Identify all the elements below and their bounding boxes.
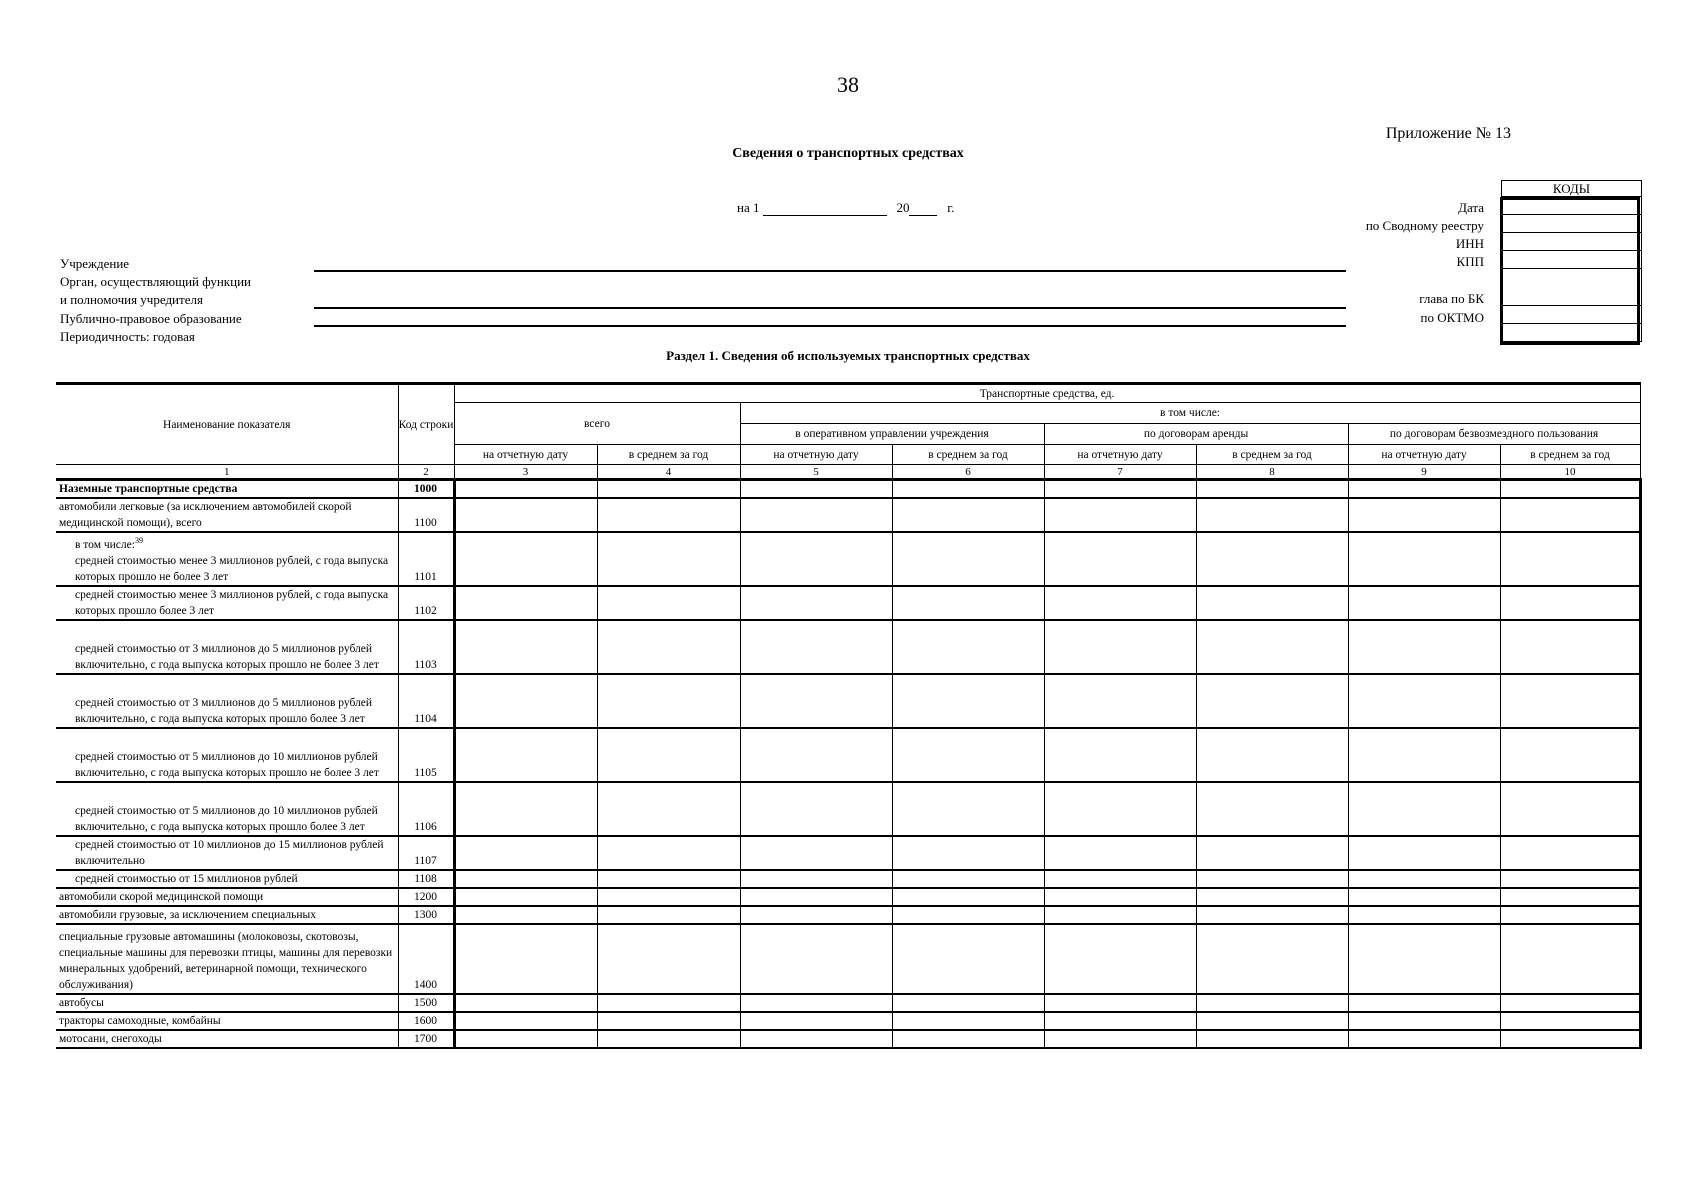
value-cell[interactable] bbox=[892, 906, 1044, 924]
value-cell[interactable] bbox=[1500, 674, 1640, 728]
row-code: 1600 bbox=[398, 1012, 454, 1030]
value-cell[interactable] bbox=[597, 586, 740, 620]
label-public-entity: Публично-правовое образование bbox=[60, 311, 242, 326]
value-cell[interactable] bbox=[1044, 836, 1196, 870]
table-row bbox=[56, 1030, 1640, 1048]
value-cell[interactable] bbox=[1196, 836, 1348, 870]
founder-field[interactable] bbox=[314, 307, 1346, 309]
value-cell[interactable] bbox=[1044, 888, 1196, 906]
value-cell[interactable] bbox=[1500, 1012, 1640, 1030]
value-cell[interactable] bbox=[1196, 888, 1348, 906]
public-entity-field[interactable] bbox=[314, 325, 1346, 327]
value-cell[interactable] bbox=[740, 836, 892, 870]
row-code: 1108 bbox=[398, 870, 454, 888]
row-name bbox=[56, 586, 398, 620]
value-cell[interactable] bbox=[1500, 532, 1640, 586]
value-cell[interactable] bbox=[1196, 674, 1348, 728]
row-code: 1104 bbox=[398, 674, 454, 728]
code-field-kpp[interactable] bbox=[1502, 251, 1642, 269]
header-including: в том числе: bbox=[740, 403, 1640, 424]
row-name bbox=[56, 870, 398, 888]
value-cell[interactable] bbox=[597, 498, 740, 532]
row-code: 1103 bbox=[398, 620, 454, 674]
table-body bbox=[56, 480, 1640, 1049]
appendix-label: Приложение № 13 bbox=[1385, 125, 1511, 142]
value-cell[interactable] bbox=[597, 906, 740, 924]
row-name bbox=[56, 906, 398, 924]
table-row bbox=[56, 480, 1640, 499]
value-cell[interactable] bbox=[1044, 870, 1196, 888]
row-name bbox=[56, 888, 398, 906]
value-cell[interactable] bbox=[454, 728, 597, 782]
row-name-text: автомобили грузовые, за исключением специальных bbox=[59, 909, 316, 921]
value-cell[interactable] bbox=[740, 532, 892, 586]
row-name-text: автомобили легковые (за исключением автомобилей скорой медицинской помощи), всего bbox=[59, 501, 352, 529]
value-cell[interactable] bbox=[892, 728, 1044, 782]
row-name-text: специальные грузовые автомашины (молоковозы, скотовозы, специальные машины для перевозки птицы, машины для перевозки минеральных удобрений, ветеринарной помощи, технического обслуживания) bbox=[59, 931, 393, 991]
value-cell[interactable] bbox=[597, 870, 740, 888]
value-cell[interactable] bbox=[454, 782, 597, 836]
header-operational: в оперативном управлении учреждения bbox=[740, 424, 1044, 445]
label-institution: Учреждение bbox=[60, 256, 130, 271]
value-cell[interactable] bbox=[1500, 498, 1640, 532]
value-cell[interactable] bbox=[1348, 782, 1500, 836]
row-name bbox=[56, 480, 398, 499]
value-cell[interactable] bbox=[1500, 782, 1640, 836]
value-cell[interactable] bbox=[892, 924, 1044, 994]
header-gratuitous: по договорам безвозмездного пользования bbox=[1348, 424, 1640, 445]
value-cell[interactable] bbox=[1500, 1030, 1640, 1048]
value-cell[interactable] bbox=[1044, 674, 1196, 728]
value-cell[interactable] bbox=[892, 620, 1044, 674]
header-avg-year: в среднем за год bbox=[597, 445, 740, 465]
value-cell[interactable] bbox=[1044, 1030, 1196, 1048]
row-code: 1400 bbox=[398, 924, 454, 994]
code-field-bk-chapter[interactable] bbox=[1502, 269, 1642, 306]
value-cell[interactable] bbox=[1348, 1012, 1500, 1030]
value-cell[interactable] bbox=[1044, 1012, 1196, 1030]
codes-table bbox=[1501, 180, 1642, 342]
value-cell[interactable] bbox=[892, 480, 1044, 499]
row-name bbox=[56, 924, 398, 994]
column-number: 9 bbox=[1348, 465, 1500, 480]
value-cell[interactable] bbox=[1348, 870, 1500, 888]
row-name bbox=[56, 532, 398, 586]
value-cell[interactable] bbox=[1500, 924, 1640, 994]
column-number: 2 bbox=[398, 465, 454, 480]
value-cell[interactable] bbox=[892, 1030, 1044, 1048]
column-number: 8 bbox=[1196, 465, 1348, 480]
row-code: 1102 bbox=[398, 586, 454, 620]
header-lease: по договорам аренды bbox=[1044, 424, 1348, 445]
table-row bbox=[56, 924, 1640, 994]
value-cell[interactable] bbox=[1348, 906, 1500, 924]
code-field-registry[interactable] bbox=[1502, 215, 1642, 233]
value-cell[interactable] bbox=[1500, 728, 1640, 782]
column-number: 3 bbox=[454, 465, 597, 480]
row-name-text: мотосани, снегоходы bbox=[59, 1033, 162, 1045]
value-cell[interactable] bbox=[892, 888, 1044, 906]
codes-header: КОДЫ bbox=[1502, 181, 1642, 197]
value-cell[interactable] bbox=[1348, 532, 1500, 586]
header-on-date: на отчетную дату bbox=[454, 445, 597, 465]
row-name-text: средней стоимостью менее 3 миллионов рублей, с года выпуска которых прошло не более 3 лет bbox=[75, 555, 389, 583]
column-numbers-row bbox=[56, 465, 1640, 480]
code-field-inn[interactable] bbox=[1502, 233, 1642, 251]
page-number: 38 bbox=[837, 72, 859, 97]
value-cell[interactable] bbox=[740, 994, 892, 1012]
header-avg-year: в среднем за год bbox=[1196, 445, 1348, 465]
value-cell[interactable] bbox=[1500, 836, 1640, 870]
header-total: всего bbox=[454, 403, 740, 445]
code-field-date[interactable] bbox=[1502, 197, 1642, 215]
value-cell[interactable] bbox=[1044, 480, 1196, 499]
value-cell[interactable] bbox=[454, 498, 597, 532]
table-row bbox=[56, 620, 1640, 674]
value-cell[interactable] bbox=[1044, 994, 1196, 1012]
row-name bbox=[56, 728, 398, 782]
date-year-field[interactable] bbox=[909, 201, 937, 216]
value-cell[interactable] bbox=[740, 728, 892, 782]
label-kpp: КПП bbox=[1456, 254, 1484, 269]
value-cell[interactable] bbox=[1196, 1012, 1348, 1030]
label-founder-2: и полномочия учредителя bbox=[60, 292, 203, 307]
row-code: 1106 bbox=[398, 782, 454, 836]
value-cell[interactable] bbox=[454, 906, 597, 924]
row-name-text: средней стоимостью от 10 миллионов до 15 миллионов рублей включительно bbox=[75, 839, 384, 867]
value-cell[interactable] bbox=[740, 480, 892, 499]
date-suffix: г. bbox=[947, 200, 955, 215]
value-cell[interactable] bbox=[597, 532, 740, 586]
value-cell[interactable] bbox=[1348, 620, 1500, 674]
header-avg-year: в среднем за год bbox=[892, 445, 1044, 465]
date-year-prefix: 20 bbox=[896, 200, 910, 215]
value-cell[interactable] bbox=[1500, 480, 1640, 499]
column-number: 4 bbox=[597, 465, 740, 480]
row-code: 1500 bbox=[398, 994, 454, 1012]
column-number: 7 bbox=[1044, 465, 1196, 480]
row-name-text: средней стоимостью от 5 миллионов до 10 миллионов рублей включительно, с года выпуска которых прошло не более 3 лет bbox=[75, 751, 379, 779]
column-number: 5 bbox=[740, 465, 892, 480]
row-code: 1105 bbox=[398, 728, 454, 782]
header-code: Код строки bbox=[398, 384, 454, 465]
value-cell[interactable] bbox=[892, 994, 1044, 1012]
row-name bbox=[56, 674, 398, 728]
value-cell[interactable] bbox=[1196, 782, 1348, 836]
value-cell[interactable] bbox=[740, 888, 892, 906]
row-name-text: средней стоимостью от 3 миллионов до 5 миллионов рублей включительно, с года выпуска которых прошло более 3 лет bbox=[75, 697, 373, 725]
value-cell[interactable] bbox=[1500, 888, 1640, 906]
value-cell[interactable] bbox=[892, 836, 1044, 870]
value-cell[interactable] bbox=[740, 674, 892, 728]
value-cell[interactable] bbox=[1196, 994, 1348, 1012]
column-number: 6 bbox=[892, 465, 1044, 480]
value-cell[interactable] bbox=[1044, 620, 1196, 674]
header-avg-year: в среднем за год bbox=[1500, 445, 1640, 465]
header-name: Наименование показателя bbox=[56, 384, 398, 465]
value-cell[interactable] bbox=[892, 586, 1044, 620]
footnote-ref: 39 bbox=[134, 536, 143, 546]
column-number: 10 bbox=[1500, 465, 1640, 480]
value-cell[interactable] bbox=[740, 1012, 892, 1030]
row-name bbox=[56, 782, 398, 836]
code-field-periodicity[interactable] bbox=[1502, 324, 1642, 342]
value-cell[interactable] bbox=[597, 674, 740, 728]
value-cell[interactable] bbox=[454, 836, 597, 870]
row-prefix: в том числе: bbox=[75, 539, 135, 551]
row-name-text: тракторы самоходные, комбайны bbox=[59, 1015, 221, 1027]
row-name bbox=[56, 994, 398, 1012]
value-cell[interactable] bbox=[1500, 906, 1640, 924]
row-code: 1300 bbox=[398, 906, 454, 924]
value-cell[interactable] bbox=[1044, 782, 1196, 836]
value-cell[interactable] bbox=[454, 674, 597, 728]
value-cell[interactable] bbox=[454, 532, 597, 586]
value-cell[interactable] bbox=[1500, 620, 1640, 674]
value-cell[interactable] bbox=[740, 620, 892, 674]
value-cell[interactable] bbox=[597, 924, 740, 994]
value-cell[interactable] bbox=[1348, 498, 1500, 532]
row-code: 1000 bbox=[398, 480, 454, 499]
value-cell[interactable] bbox=[1348, 480, 1500, 499]
value-cell[interactable] bbox=[597, 1030, 740, 1048]
table-row bbox=[56, 498, 1640, 532]
value-cell[interactable] bbox=[1196, 870, 1348, 888]
date-prefix: на 1 bbox=[737, 200, 760, 215]
row-name-text: средней стоимостью от 5 миллионов до 10 миллионов рублей включительно, с года выпуска которых прошло более 3 лет bbox=[75, 805, 378, 833]
header-on-date: на отчетную дату bbox=[740, 445, 892, 465]
value-cell[interactable] bbox=[1196, 532, 1348, 586]
label-inn: ИНН bbox=[1455, 236, 1484, 251]
value-cell[interactable] bbox=[1044, 532, 1196, 586]
value-cell[interactable] bbox=[597, 782, 740, 836]
row-name-text: автобусы bbox=[59, 997, 104, 1009]
value-cell[interactable] bbox=[597, 888, 740, 906]
header-on-date: на отчетную дату bbox=[1044, 445, 1196, 465]
value-cell[interactable] bbox=[1196, 620, 1348, 674]
table-row bbox=[56, 1012, 1640, 1030]
header-vehicles: Транспортные средства, ед. bbox=[454, 384, 1640, 403]
label-date: Дата bbox=[1458, 200, 1484, 215]
value-cell[interactable] bbox=[454, 480, 597, 499]
value-cell[interactable] bbox=[1044, 906, 1196, 924]
value-cell[interactable] bbox=[1196, 924, 1348, 994]
row-name bbox=[56, 836, 398, 870]
table-row bbox=[56, 782, 1640, 836]
table-row bbox=[56, 870, 1640, 888]
value-cell[interactable] bbox=[597, 728, 740, 782]
row-code: 1200 bbox=[398, 888, 454, 906]
table-row bbox=[56, 888, 1640, 906]
row-code: 1107 bbox=[398, 836, 454, 870]
value-cell[interactable] bbox=[1348, 674, 1500, 728]
value-cell[interactable] bbox=[454, 870, 597, 888]
vehicles-table bbox=[56, 382, 1642, 1049]
column-number: 1 bbox=[56, 465, 398, 480]
value-cell[interactable] bbox=[1196, 728, 1348, 782]
table-row bbox=[56, 836, 1640, 870]
value-cell[interactable] bbox=[597, 1012, 740, 1030]
value-cell[interactable] bbox=[740, 782, 892, 836]
value-cell[interactable] bbox=[740, 586, 892, 620]
row-name-text: Наземные транспортные средства bbox=[59, 483, 238, 495]
value-cell[interactable] bbox=[1348, 888, 1500, 906]
row-name-text: средней стоимостью менее 3 миллионов рублей, с года выпуска которых прошло более 3 лет bbox=[75, 589, 389, 617]
value-cell[interactable] bbox=[1500, 994, 1640, 1012]
row-name bbox=[56, 1012, 398, 1030]
row-code: 1700 bbox=[398, 1030, 454, 1048]
value-cell[interactable] bbox=[1044, 586, 1196, 620]
value-cell[interactable] bbox=[740, 906, 892, 924]
value-cell[interactable] bbox=[1044, 924, 1196, 994]
value-cell[interactable] bbox=[892, 674, 1044, 728]
label-registry: по Сводному реестру bbox=[1365, 218, 1484, 233]
value-cell[interactable] bbox=[1348, 924, 1500, 994]
value-cell[interactable] bbox=[597, 620, 740, 674]
row-name-text: средней стоимостью от 3 миллионов до 5 миллионов рублей включительно, с года выпуска которых прошло не более 3 лет bbox=[75, 643, 379, 671]
value-cell[interactable] bbox=[740, 1030, 892, 1048]
row-name-text: автомобили скорой медицинской помощи bbox=[59, 891, 264, 903]
section-title: Раздел 1. Сведения об используемых транспортных средствах bbox=[666, 348, 1030, 363]
value-cell[interactable] bbox=[1500, 586, 1640, 620]
row-code: 1100 bbox=[398, 498, 454, 532]
value-cell[interactable] bbox=[892, 870, 1044, 888]
value-cell[interactable] bbox=[1196, 586, 1348, 620]
code-field-oktmo[interactable] bbox=[1502, 306, 1642, 324]
value-cell[interactable] bbox=[454, 888, 597, 906]
value-cell[interactable] bbox=[454, 1030, 597, 1048]
value-cell[interactable] bbox=[892, 1012, 1044, 1030]
value-cell[interactable] bbox=[1348, 1030, 1500, 1048]
row-name bbox=[56, 498, 398, 532]
table-row bbox=[56, 994, 1640, 1012]
value-cell[interactable] bbox=[740, 924, 892, 994]
value-cell[interactable] bbox=[892, 532, 1044, 586]
value-cell[interactable] bbox=[1348, 728, 1500, 782]
date-line bbox=[737, 200, 954, 216]
value-cell[interactable] bbox=[740, 870, 892, 888]
value-cell[interactable] bbox=[1196, 906, 1348, 924]
value-cell[interactable] bbox=[1348, 836, 1500, 870]
label-periodicity: Периодичность: годовая bbox=[60, 329, 195, 344]
table-row bbox=[56, 532, 1640, 586]
value-cell[interactable] bbox=[1348, 586, 1500, 620]
value-cell[interactable] bbox=[1196, 480, 1348, 499]
table-row bbox=[56, 906, 1640, 924]
value-cell[interactable] bbox=[892, 782, 1044, 836]
value-cell[interactable] bbox=[1196, 498, 1348, 532]
value-cell[interactable] bbox=[1196, 1030, 1348, 1048]
value-cell[interactable] bbox=[454, 994, 597, 1012]
value-cell[interactable] bbox=[454, 620, 597, 674]
label-bk-chapter: глава по БК bbox=[1419, 291, 1484, 306]
table-row bbox=[56, 728, 1640, 782]
value-cell[interactable] bbox=[1044, 498, 1196, 532]
table-row bbox=[56, 586, 1640, 620]
value-cell[interactable] bbox=[1348, 994, 1500, 1012]
row-name bbox=[56, 620, 398, 674]
document-title: Сведения о транспортных средствах bbox=[732, 146, 964, 161]
value-cell[interactable] bbox=[454, 586, 597, 620]
table-row bbox=[56, 674, 1640, 728]
value-cell[interactable] bbox=[597, 836, 740, 870]
label-oktmo: по ОКТМО bbox=[1420, 310, 1484, 325]
value-cell[interactable] bbox=[597, 994, 740, 1012]
value-cell[interactable] bbox=[740, 498, 892, 532]
institution-field[interactable] bbox=[314, 270, 1346, 272]
date-day-month-field[interactable] bbox=[763, 201, 887, 216]
value-cell[interactable] bbox=[454, 924, 597, 994]
value-cell[interactable] bbox=[892, 498, 1044, 532]
row-name bbox=[56, 1030, 398, 1048]
label-founder-1: Орган, осуществляющий функции bbox=[60, 274, 251, 289]
row-code: 1101 bbox=[398, 532, 454, 586]
row-name-text: средней стоимостью от 15 миллионов рублей bbox=[75, 873, 298, 885]
header-on-date: на отчетную дату bbox=[1348, 445, 1500, 465]
value-cell[interactable] bbox=[597, 480, 740, 499]
value-cell[interactable] bbox=[1044, 728, 1196, 782]
value-cell[interactable] bbox=[454, 1012, 597, 1030]
value-cell[interactable] bbox=[1500, 870, 1640, 888]
